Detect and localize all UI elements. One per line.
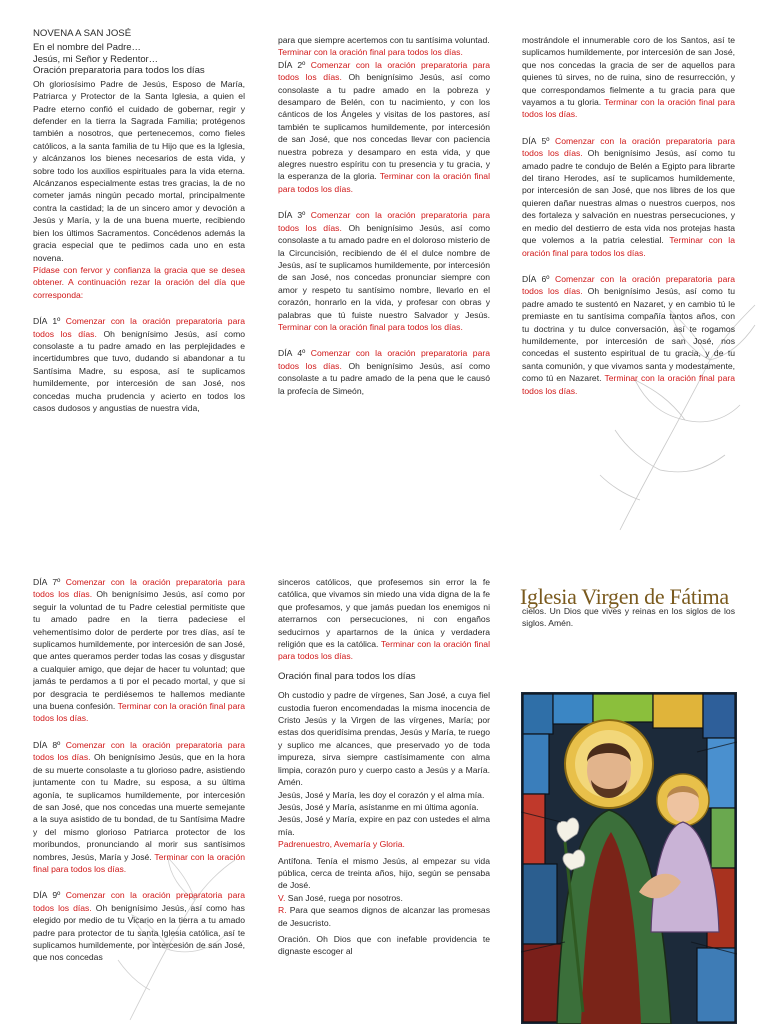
ejaculation-line: Jesús, José y María, les doy el corazón y el alma mía. xyxy=(278,789,485,800)
day-2-prayer xyxy=(278,59,490,195)
column-top-left xyxy=(33,28,245,498)
column-top-middle xyxy=(278,34,490,504)
response-text: Para que seamos dignos de alcanzar las promesas de Jesucristo. xyxy=(278,905,490,928)
day-9-prayer xyxy=(33,889,245,963)
closing-text: cielos. Un Dios que vives y reinas en los siglos de los siglos. Amén. xyxy=(522,606,735,629)
day-label: DÍA 7º xyxy=(33,577,61,587)
day-end-instruction: Terminar con la oración final para todos los días. xyxy=(278,171,490,194)
day-7-prayer xyxy=(33,576,245,725)
day-instruction: Comenzar con la oración preparatoria para todos los días. xyxy=(278,59,490,83)
versicle xyxy=(278,892,490,904)
day-end-instruction: Terminar con la oración final para todos los días. xyxy=(522,97,735,120)
column-top-right xyxy=(522,34,735,504)
day-instruction: Comenzar con la oración preparatoria para todos los días. xyxy=(33,316,245,339)
ejaculation-line: Jesús, José y María, expire en paz con ustedes el alma mía. xyxy=(278,814,490,837)
day-end-instruction: Terminar con la oración final para todos los días. xyxy=(33,851,245,874)
day-end-instruction: Terminar con la oración final para todos los días. xyxy=(522,235,735,258)
day-end-instruction: Terminar con la oración final para todos los días. xyxy=(33,701,245,724)
day-label: DÍA 3º xyxy=(278,210,306,221)
day-text: Oh benignísimo Jesús, así como consolaste a tu padre amado en las perplejidades e incertidumbres que tuvo, dudando si abandonar a tu Santísima Madre, su esposa, así te suplicamos humildemente, por intercesión de san José, nos concedas mucha prudencia y acierto en todos los casos dudosos y angustias de nuestra vida, xyxy=(33,328,245,413)
day-8-prayer xyxy=(33,739,245,875)
response-letter: R. xyxy=(278,905,287,916)
column-bottom-middle xyxy=(278,576,490,1022)
day-end-instruction: Terminar con la oración final para todos los días. xyxy=(278,321,463,332)
day-5-prayer xyxy=(522,135,735,259)
final-prayer-heading: Oración final para todos los días xyxy=(278,670,416,682)
day-end-instruction: Terminar con la oración final para todos los días. xyxy=(278,639,490,662)
day-end-instruction: Terminar con la oración final para todos los días. xyxy=(278,47,463,58)
church-title: Iglesia Virgen de Fátima xyxy=(520,584,729,609)
day-label: DÍA 8º xyxy=(33,739,61,750)
closing-continued-text xyxy=(522,605,735,645)
day-6-prayer xyxy=(522,273,735,397)
day-text: Oh benignísimo Jesús, así como consolaste a tu padre amado de la pena que le causó la profecía de Simeón, xyxy=(278,360,490,396)
final-prayer-text: Oh custodio y padre de vírgenes, San José, a cuya fiel custodia fueron encomendadas la misma inocencia de Cristo Jesús y la Virgen de las vírgenes, María; por estas dos queridísima prendas, Jesús y María, te ruego y suplico me alcances, que preservado yo de toda impureza, sirva siempre castísimamente con alma limpia, corazón puro y cuerpo casto a Jesús y a María. Amén. xyxy=(278,690,490,788)
ejaculation-line: Jesús, José y María, asístanme en mi última agonía. xyxy=(278,801,479,812)
versicle-text: San José, ruega por nosotros. xyxy=(287,892,403,903)
day-instruction: Comenzar con la oración preparatoria para todos los días. xyxy=(278,348,490,371)
day-text: Oh benignísimo Jesús, así como tu amado padre te condujo de Belén a Egipto para librarte del tirano Herodes, así te suplicamos humildemente, por intercesión de san José, que nos libres de los que quieren dañar nuestras almas o nuestros cuerpos, nos des fortaleza y salvación en nuestras persecuciones, y en medio del destierro de esta vida nos protejas hasta que volemos a la patria celestial. xyxy=(522,148,735,246)
continued-text xyxy=(278,576,490,663)
day-instruction: Comenzar con la oración preparatoria para todos los días. xyxy=(33,577,245,600)
day-text: Oh benignísimo Jesús, así como consolaste a tu amado padre en el doloroso misterio de la Circuncisión, recibiendo de él el dulce nombre de Jesús, así te suplicamos humildemente, por intercesión de san José, nos concedas pronunciar siempre con amor y respeto tu santísimo nombre, llevarlo en el corazón, honrarlo en la vida, y profesar con obras y palabras que tú fuiste nuestro Salvador y Jesús. xyxy=(278,222,490,320)
response xyxy=(278,904,490,929)
column-bottom-left xyxy=(33,576,245,1022)
stained-glass-saint-joseph-image xyxy=(521,692,737,1024)
day-text: Oh benignísimo Jesús, así como consolaste a tu padre amado en la pobreza y desamparo de Belén, con tu nacimiento, y con los cánticos de los Ángeles y visitas de los pastores, así también te suplicamos humildemente, por intercesión de san José, que nos concedas llevar con paciencia nuestra pobreza y desamparo en esta vida, y que alegres nuestro espíritu con tu presencia y tu gracia, y la esperanza de la gloria. xyxy=(278,72,490,182)
antiphon-text: Antífona. Tenía el mismo Jesús, al empezar su vida pública, cerca de treinta años, hijo, según se pensaba de José. xyxy=(278,855,490,891)
day-text: Oh benignísimo Jesús, así como por seguir la voluntad de tu Padre celestial permitiste que tu amado padre en la tierra padeciese el vehementísimo dolor de perderte por tres días, así te suplicamos humildemente, por intercesión de san José, que antes queramos perder todas las cosas y disgustar a cualquier amigo, que dejar de hacer tu voluntad; que jamás te perdamos a ti por el pecado mortal, y que si por desgracia te perdiésemos te hallemos mediante una buena confesión. xyxy=(33,589,245,712)
day-label: DÍA 4º xyxy=(278,348,306,359)
day-end-instruction: Terminar con la oración final para todos los días. xyxy=(522,373,735,396)
closing-prayer-text: Oración. Oh Dios que con inefable providencia te dignaste escoger al xyxy=(278,933,490,957)
day-instruction: Comenzar con la oración preparatoria para todos los días. xyxy=(278,210,490,233)
day-instruction: Comenzar con la oración preparatoria para todos los días. xyxy=(33,890,245,913)
versicle-letter: V. xyxy=(278,892,286,903)
day-instruction: Comenzar con la oración preparatoria para todos los días. xyxy=(522,273,735,297)
day-text: Oh benignísimo Jesús, así como tu padre amado te sustentó en Nazaret, y en cambio tú le premiaste en tu santísima compañía tantos años, con tu doctrina y tu dulce conversación, así te rogamos humildemente, por intercesión de san José, nos concedas el sustento espiritual de tu gracia, y de tu santa comunión, y que vivamos santa y modestamente, como tú en Nazaret. xyxy=(522,286,735,384)
day-instruction: Comenzar con la oración preparatoria para todos los días. xyxy=(33,739,245,763)
day-instruction: Comenzar con la oración preparatoria para todos los días. xyxy=(522,135,735,159)
day-label: DÍA 5º xyxy=(522,135,550,146)
day-text: Oh benignísimo Jesús, así como has elegido por medio de tu Vicario en la tierra a tu amado padre para protector de tu santa Iglesia católica, así te suplicamos humildemente, por intercesión de san José, que nos concedas xyxy=(33,902,245,963)
invocation-line: Jesús, mi Señor y Redentor… xyxy=(33,53,159,64)
day-text: sinceros católicos, que profesemos sin error la fe católica, que vivamos sin miedo una vida digna de la fe que profesamos, y que jamás puedan los enemigos ni aterrarnos con persecuciones, ni con engaños seducirnos y apartarnos de la única y verdadera religión que es la católica. xyxy=(278,577,490,650)
day-4-prayer xyxy=(278,347,490,397)
continued-text: para que siempre acertemos con tu santísima voluntad. xyxy=(278,35,490,45)
continued-text xyxy=(522,34,735,121)
day-label: DÍA 2º xyxy=(278,59,306,70)
prayers-instruction: Padrenuestro, Avemaría y Gloria. xyxy=(278,839,405,850)
preparatory-prayer: Oh gloriosísimo Padre de Jesús, Esposo de María, Patriarca y Protector de la Santa Iglesia, a quien el Padre eterno confió el cuidado de gobernar, regir y defender en la tierra la Sagrada Familia; protégenos también a nosotros, que pertenecemos, como fieles católicos, a la santa familia de tu Hijo que es la Iglesia, y alcánzanos los bienes necesarios de esta vida, y sobre todo los auxilios espirituales para la vida eterna. Alcánzanos especialmente estas tres gracias, la de no cometer jamás ningún pecado mortal, principalmente contra la castidad; la de un sincero amor y devoción a Jesús y María, y la de una buena muerte, recibiendo bien los últimos Sacramentos. Concédenos además la gracia especial que te pedimos cada uno en esta novena. xyxy=(33,78,245,263)
day-label: DÍA 9º xyxy=(33,890,61,901)
novena-title: NOVENA A SAN JOSÉ xyxy=(33,28,132,39)
day-label: DÍA 1º xyxy=(33,316,61,327)
day-text: Oh benignísimo Jesús, que en la hora de su muerte consolaste a tu glorioso padre, asistiendo juntamente con tu Madre, su esposa, a su última agonía, te suplicamos humildemente, por intercesión de san José, que nos concedas una muerte semejante a la suya asistido de tu bondad, de tu Santísima Madre y del mismo glorioso Patriarca protector de los moribundos, pronunciando al morir sus santísimos nombres, Jesús, María y José. xyxy=(33,752,245,862)
day-3-prayer xyxy=(278,209,490,333)
day-label: DÍA 6º xyxy=(522,273,550,284)
instruction-text: Pídase con fervor y confianza la gracia que se desea obtener. A continuación rezar la oración del día que corresponda: xyxy=(33,264,245,300)
preparatory-heading: Oración preparatoria para todos los días xyxy=(33,65,205,77)
day-1-prayer xyxy=(33,315,245,414)
day-text: mostrándole el innumerable coro de los Santos, así te suplicamos humildemente, por intercesión de san José, que nos concedas la gracia de ser de aquellos para quienes tú sirves, no de ruina, sino de resurrección, y que correspondamos fielmente a tu gracia para que vayamos a tu gloria. xyxy=(522,35,735,108)
invocation-line: En el nombre del Padre… xyxy=(33,40,141,52)
